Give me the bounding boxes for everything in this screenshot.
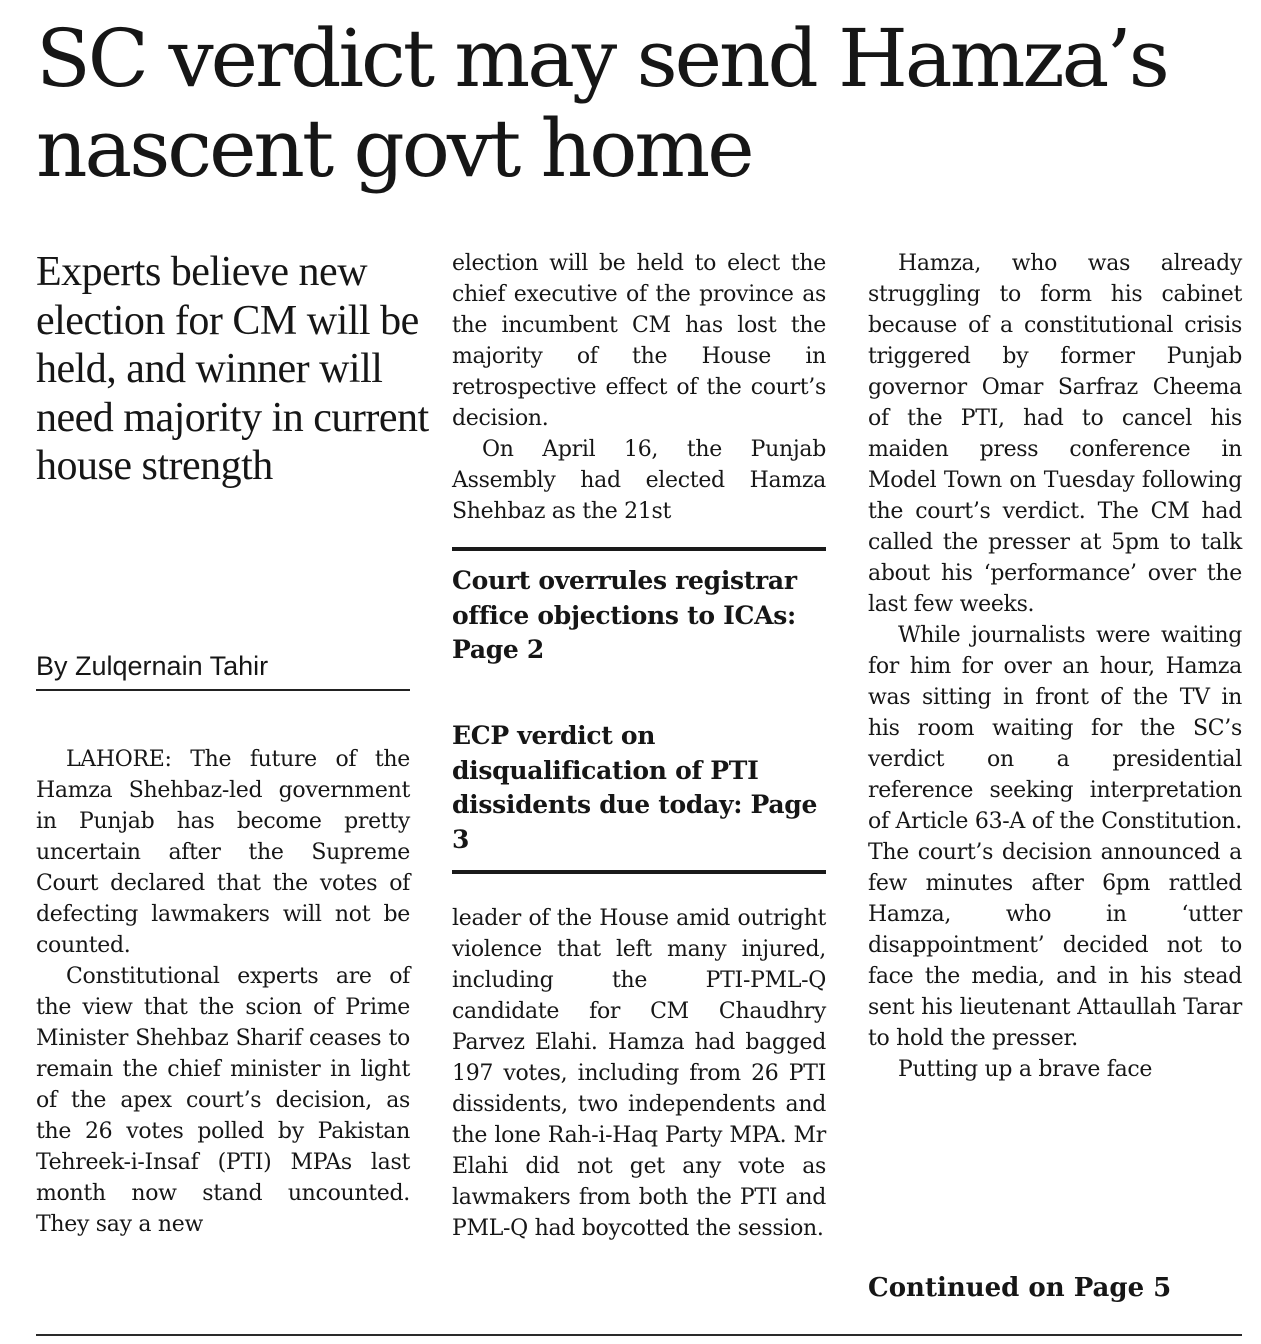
byline: By Zulqernain Tahir [36,651,269,681]
paragraph: Constitutional experts are of the view that the scion of Prime Minister Shehbaz Sharif ceases to remain the chief minister in light of the apex court’s decision, as the 26 votes polled by Pakistan Tehreek-i-Insaf (PTI) MPAs last month now stand uncounted. They say a new [36,964,410,1237]
paragraph: While journalists were waiting for him for over an hour, Hamza was sitting in front of the TV in his room waiting for the SC’s verdict on a presidential reference seeking interpretation of Article 63-A of the Constitution. The court’s decision announced a few minutes after 6pm rattled Hamza, who in ‘utter disappointment’ decided not to face the media, and in his stead sent his lieutenant Attaullah Tarar to hold the presser. [868,623,1242,1051]
byline-divider [36,689,410,691]
paragraph: leader of the House amid outright violence that left many injured, including the PTI-PML-Q candidate for CM Chaudhry Parvez Elahi. Hamza had bagged 197 votes, including from 26 PTI dissidents, two independents and the lone Rah-i-Haq Party MPA. Mr Elahi did not get any vote as lawmakers from both the PTI and PML-Q had boycotted the session. [452,906,826,1241]
article-column-2-top [452,248,826,527]
promo-link-page-3[interactable]: ECP verdict on disqualification of PTI dissidents due today: Page 3 [452,721,818,854]
promo-box-top-rule [452,547,826,551]
paragraph: LAHORE: The future of the Hamza Shehbaz-led government in Punjab has become pretty uncertain after the Supreme Court declared that the votes of defecting lawmakers will not be counted. [36,747,410,958]
continued-link[interactable]: Continued on Page 5 [868,1273,1172,1303]
headline: SC verdict may send Hamza’s nascent govt home [36,12,1167,195]
paragraph: Hamza, who was already struggling to form his cabinet because of a constitutional crisis triggered by former Punjab governor Omar Sarfraz Cheema of the PTI, had to cancel his maiden press conference in Model Town on Tuesday following the court’s verdict. The CM had called the presser at 5pm to talk about his ‘performance’ over the last few weeks. [868,251,1242,617]
paragraph: election will be held to elect the chief executive of the province as the incumbent CM has lost the majority of the House in retrospective effect of the court’s decision. [452,251,826,431]
promo-link-page-2[interactable]: Court overrules registrar office objections to ICAs: Page 2 [452,566,797,664]
paragraph: On April 16, the Punjab Assembly had elected Hamza Shehbaz as the 21st [452,437,826,524]
article-column-3 [868,248,1242,1085]
article-column-1 [36,744,410,1240]
paragraph: Putting up a brave face [898,1057,1153,1082]
article-column-2-bottom [452,903,826,1244]
subheadline: Experts believe new election for CM will be held, and winner will need majority in current house strength [36,249,429,489]
bottom-divider [36,1334,1242,1336]
promo-box-bottom-rule [452,870,826,874]
